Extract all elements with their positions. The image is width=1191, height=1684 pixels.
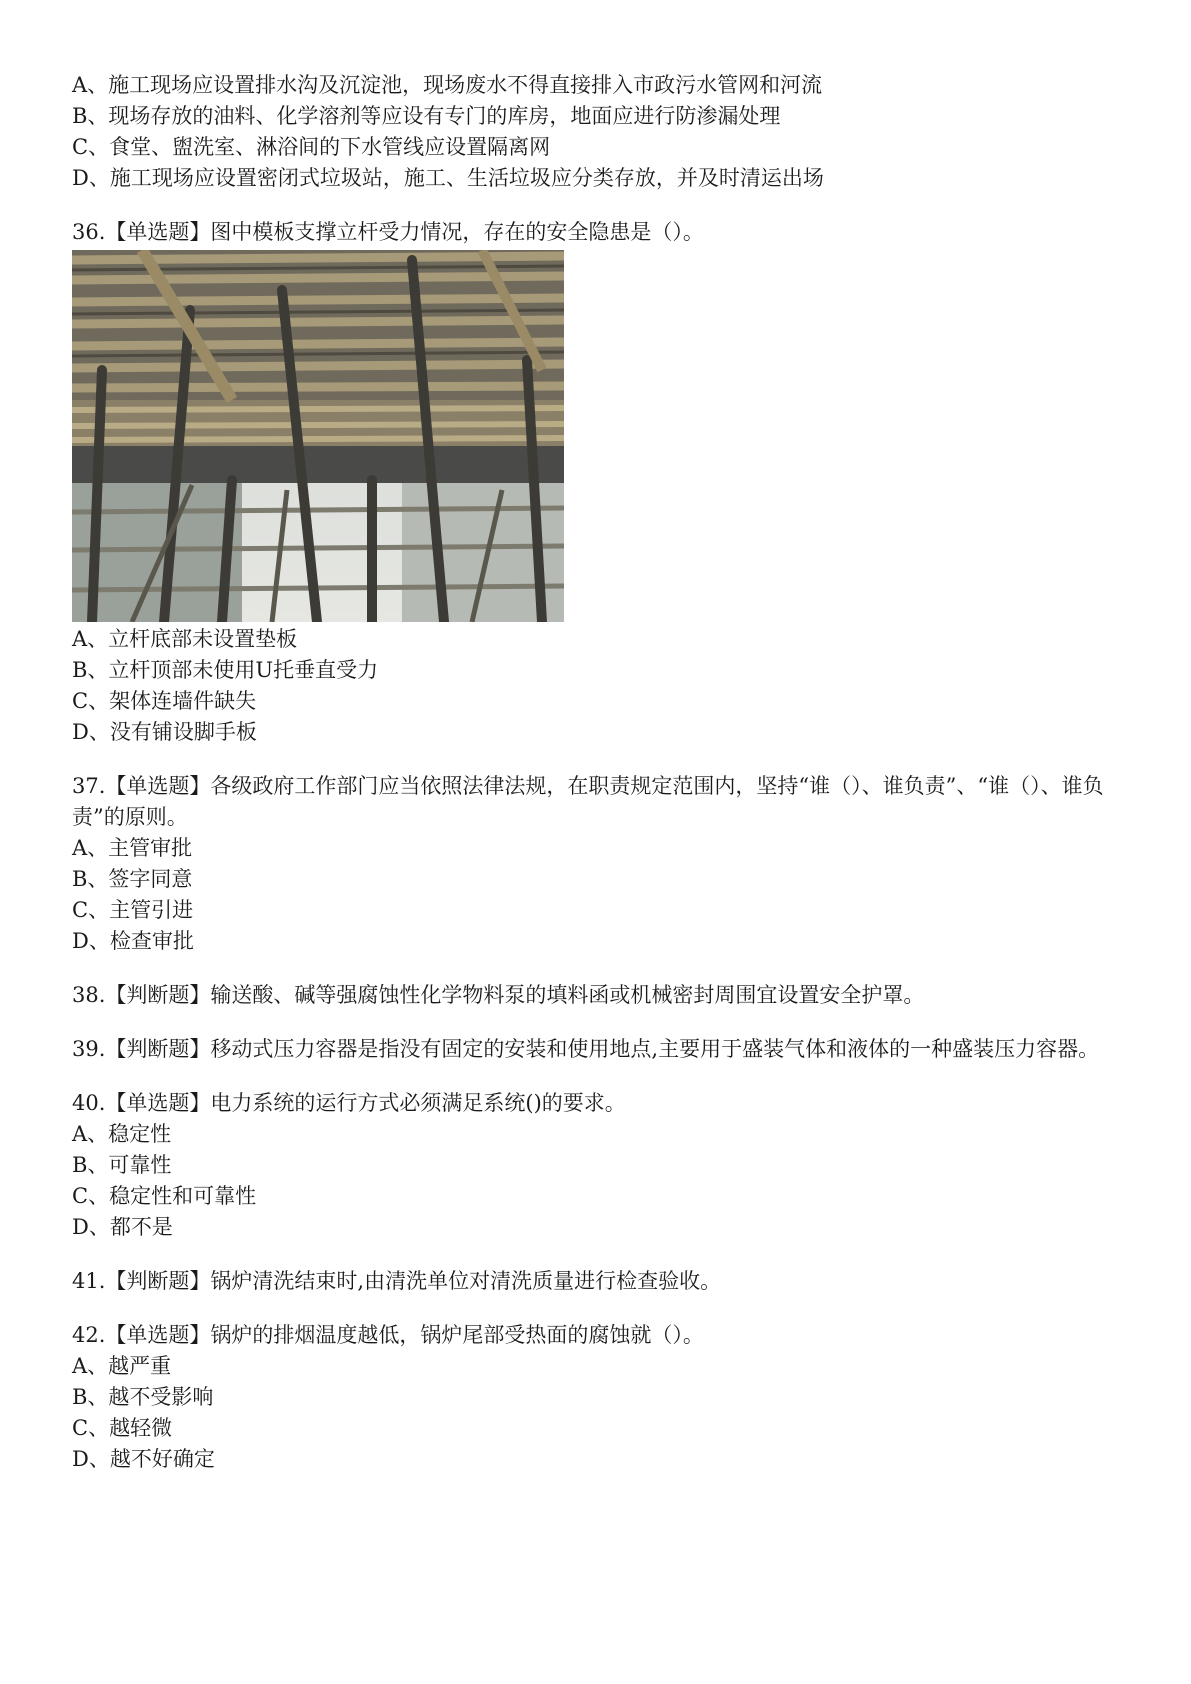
option-b: B、立杆顶部未使用U托垂直受力 bbox=[72, 658, 379, 682]
question-title: 39.【判断题】移动式压力容器是指没有固定的安装和使用地点,主要用于盛装气体和液体的一种盛装压力容器。 bbox=[72, 1037, 1100, 1061]
question-38 bbox=[72, 980, 1152, 1011]
question-title: 40.【单选题】电力系统的运行方式必须满足系统()的要求。 bbox=[72, 1091, 626, 1115]
option-b: B、签字同意 bbox=[72, 867, 193, 891]
question-title: 42.【单选题】锅炉的排烟温度越低，锅炉尾部受热面的腐蚀就（）。 bbox=[72, 1323, 704, 1347]
option-a: A、稳定性 bbox=[72, 1122, 172, 1146]
option-c: C、架体连墙件缺失 bbox=[72, 689, 257, 713]
question-41 bbox=[72, 1266, 1152, 1297]
option-a: A、主管审批 bbox=[72, 836, 193, 860]
prev-question-options bbox=[72, 70, 1152, 194]
question-36 bbox=[72, 217, 1152, 748]
option-d: D、没有铺设脚手板 bbox=[72, 720, 257, 744]
document-page bbox=[72, 70, 1152, 1498]
option-a: A、越严重 bbox=[72, 1354, 172, 1378]
option-a: A、施工现场应设置排水沟及沉淀池，现场废水不得直接排入市政污水管网和河流 bbox=[72, 73, 823, 97]
option-c: C、食堂、盥洗室、淋浴间的下水管线应设置隔离网 bbox=[72, 135, 551, 159]
question-42 bbox=[72, 1320, 1152, 1475]
option-b: B、现场存放的油料、化学溶剂等应设有专门的库房，地面应进行防渗漏处理 bbox=[72, 104, 781, 128]
option-a: A、立杆底部未设置垫板 bbox=[72, 627, 298, 651]
option-c: C、越轻微 bbox=[72, 1416, 173, 1440]
option-d: D、检查审批 bbox=[72, 929, 194, 953]
question-title: 38.【判断题】输送酸、碱等强腐蚀性化学物料泵的填料函或机械密封周围宜设置安全护罩。 bbox=[72, 983, 925, 1007]
option-b: B、可靠性 bbox=[72, 1153, 172, 1177]
option-d: D、都不是 bbox=[72, 1215, 173, 1239]
question-title: 37.【单选题】各级政府工作部门应当依照法律法规，在职责规定范围内，坚持“谁（）、谁负责”、“谁（）、谁负责”的原则。 bbox=[72, 774, 1104, 829]
option-d: D、施工现场应设置密闭式垃圾站，施工、生活垃圾应分类存放，并及时清运出场 bbox=[72, 166, 824, 190]
formwork-support-photo bbox=[72, 250, 564, 622]
question-title: 41.【判断题】锅炉清洗结束时,由清洗单位对清洗质量进行检查验收。 bbox=[72, 1269, 722, 1293]
question-title: 36.【单选题】图中模板支撑立杆受力情况，存在的安全隐患是（）。 bbox=[72, 220, 704, 244]
option-c: C、稳定性和可靠性 bbox=[72, 1184, 257, 1208]
option-c: C、主管引进 bbox=[72, 898, 194, 922]
question-37 bbox=[72, 771, 1152, 957]
question-40 bbox=[72, 1088, 1152, 1243]
option-d: D、越不好确定 bbox=[72, 1447, 215, 1471]
option-b: B、越不受影响 bbox=[72, 1385, 214, 1409]
question-39 bbox=[72, 1034, 1152, 1065]
